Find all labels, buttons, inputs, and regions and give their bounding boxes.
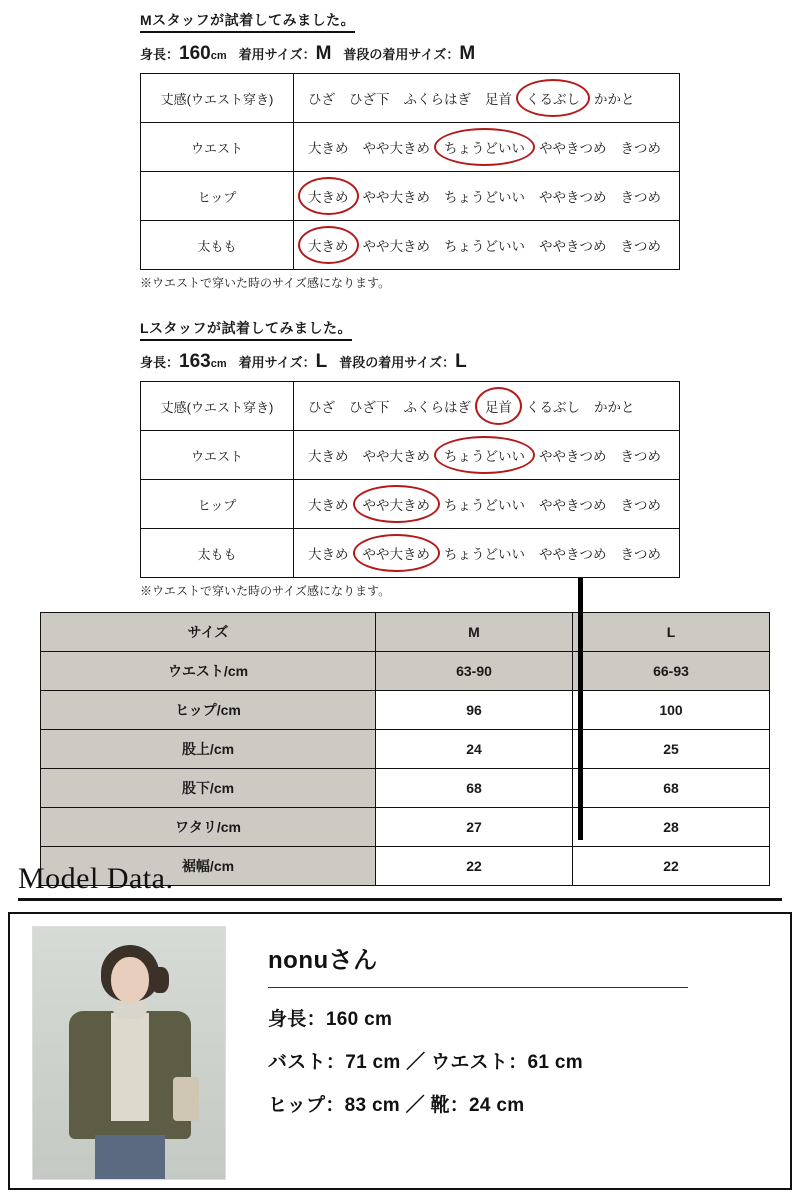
size-row-value-l: 100 <box>573 691 770 730</box>
usual-size-value: L <box>455 351 467 372</box>
worn-size-label: 着用サイズ： <box>238 355 316 370</box>
fit-option[interactable]: ちょうどいい <box>444 239 525 254</box>
column-divider-bar <box>578 578 583 840</box>
fit-option[interactable]: ひざ <box>308 400 335 415</box>
table-row <box>141 221 680 270</box>
staff-fitting-block-m <box>140 10 680 291</box>
height-unit: cm <box>210 358 227 370</box>
fit-option-selected[interactable]: 大きめ <box>308 235 349 255</box>
model-data-heading-text: Model Data. <box>18 862 174 895</box>
photo-hair-tie <box>151 967 169 993</box>
worn-size-value: L <box>315 351 328 372</box>
photo-jeans <box>95 1135 165 1180</box>
fit-option[interactable]: やや大きめ <box>362 239 430 254</box>
model-bust-waist: バスト：71 cm ／ ウエスト：61 cm <box>268 1052 583 1073</box>
fit-row-label: ウエスト <box>141 123 294 172</box>
table-header-row <box>41 613 770 652</box>
fit-option[interactable]: やや大きめ <box>362 141 430 156</box>
size-chart-header-l: L <box>573 613 770 652</box>
fit-row-label: ヒップ <box>141 172 294 221</box>
photo-face <box>111 957 149 1003</box>
table-row <box>41 691 770 730</box>
fit-row-options <box>294 172 680 221</box>
fit-option[interactable]: きつめ <box>620 141 661 156</box>
fit-option[interactable]: ややきつめ <box>539 190 607 205</box>
staff-block-title: Lスタッフが試着してみました。 <box>140 318 352 341</box>
table-row <box>141 123 680 172</box>
size-row-value-l: 66-93 <box>573 652 770 691</box>
usual-size-label: 普段の着用サイズ： <box>343 47 460 62</box>
fit-option[interactable]: 大きめ <box>308 498 349 513</box>
photo-bag <box>173 1077 199 1121</box>
fit-row-options <box>294 382 680 431</box>
table-row <box>141 480 680 529</box>
fit-option[interactable]: ややきつめ <box>539 547 607 562</box>
fit-option[interactable]: ひざ下 <box>349 92 390 107</box>
size-chart <box>40 612 760 886</box>
size-row-label: 裾幅/cm <box>41 847 376 886</box>
size-row-value-m: 24 <box>376 730 573 769</box>
fit-option[interactable]: ややきつめ <box>539 498 607 513</box>
fit-option-selected[interactable]: ちょうどいい <box>444 445 525 465</box>
model-hip-shoe: ヒップ：83 cm ／ 靴：24 cm <box>268 1095 525 1116</box>
fit-option-selected[interactable]: ちょうどいい <box>444 137 525 157</box>
fit-option[interactable]: ふくらはぎ <box>403 400 471 415</box>
height-value: 160 <box>179 43 211 64</box>
fit-row-label: 太もも <box>141 529 294 578</box>
fit-row-options <box>294 480 680 529</box>
fit-option[interactable]: やや大きめ <box>362 190 430 205</box>
fit-option[interactable]: ややきつめ <box>539 239 607 254</box>
table-row <box>141 382 680 431</box>
table-row <box>141 431 680 480</box>
fit-row-label: ウエスト <box>141 431 294 480</box>
fit-option[interactable]: 足首 <box>485 92 512 107</box>
fit-option[interactable]: かかと <box>594 92 635 107</box>
photo-inner-top <box>111 1013 149 1121</box>
table-row <box>41 808 770 847</box>
size-row-value-l: 28 <box>573 808 770 847</box>
fit-table-note: ※ウエストで穿いた時のサイズ感になります。 <box>140 584 391 598</box>
fit-row-label: 丈感(ウエスト穿き) <box>141 382 294 431</box>
model-name: nonuさん <box>268 947 378 974</box>
fit-option[interactable]: やや大きめ <box>362 449 430 464</box>
fit-option[interactable]: 大きめ <box>308 449 349 464</box>
fit-option[interactable]: 大きめ <box>308 141 349 156</box>
fit-option[interactable]: ちょうどいい <box>444 498 525 513</box>
fit-option[interactable]: ややきつめ <box>539 449 607 464</box>
size-row-value-m: 96 <box>376 691 573 730</box>
fit-option[interactable]: ふくらはぎ <box>403 92 471 107</box>
fit-option-selected[interactable]: くるぶし <box>526 88 580 108</box>
fit-option[interactable]: 大きめ <box>308 547 349 562</box>
table-row <box>41 730 770 769</box>
size-chart-header-m: M <box>376 613 573 652</box>
model-data-heading <box>18 862 782 901</box>
size-row-label: ウエスト/cm <box>41 652 376 691</box>
size-row-value-l: 68 <box>573 769 770 808</box>
model-height: 身長：160 cm <box>268 1009 393 1030</box>
size-chart-header-label: サイズ <box>41 613 376 652</box>
fit-row-label: 丈感(ウエスト穿き) <box>141 74 294 123</box>
size-row-label: ヒップ/cm <box>41 691 376 730</box>
fit-option[interactable]: ひざ <box>308 92 335 107</box>
height-label: 身長： <box>140 47 180 62</box>
fit-option-selected[interactable]: やや大きめ <box>363 543 431 563</box>
fit-option[interactable]: ややきつめ <box>539 141 607 156</box>
size-row-label: ワタリ/cm <box>41 808 376 847</box>
size-row-value-l: 25 <box>573 730 770 769</box>
fit-row-options <box>294 431 680 480</box>
fit-option[interactable]: きつめ <box>620 239 661 254</box>
fit-option-selected[interactable]: やや大きめ <box>363 494 431 514</box>
model-photo <box>32 926 226 1180</box>
size-measurement-table <box>40 612 770 886</box>
fit-row-options <box>294 74 680 123</box>
model-info <box>268 940 738 1133</box>
fit-option[interactable]: かかと <box>594 400 635 415</box>
usual-size-value: M <box>459 43 476 64</box>
fit-row-options <box>294 529 680 578</box>
height-label: 身長： <box>140 355 180 370</box>
staff-measurements <box>140 351 680 373</box>
size-row-value-m: 63-90 <box>376 652 573 691</box>
usual-size-label: 普段の着用サイズ： <box>339 355 456 370</box>
size-row-label: 股上/cm <box>41 730 376 769</box>
model-data-card <box>8 912 792 1190</box>
fit-row-label: ヒップ <box>141 480 294 529</box>
height-unit: cm <box>210 50 227 62</box>
size-row-label: 股下/cm <box>41 769 376 808</box>
fit-option[interactable]: きつめ <box>620 449 661 464</box>
size-row-value-m: 22 <box>376 847 573 886</box>
fit-option-selected[interactable]: 大きめ <box>308 186 349 206</box>
fit-option[interactable]: ちょうどいい <box>444 190 525 205</box>
fit-row-options <box>294 123 680 172</box>
table-row <box>141 172 680 221</box>
size-row-value-m: 68 <box>376 769 573 808</box>
fit-table <box>140 73 680 270</box>
fit-option[interactable]: きつめ <box>620 498 661 513</box>
table-row <box>41 769 770 808</box>
worn-size-value: M <box>315 43 332 64</box>
staff-block-title: Mスタッフが試着してみました。 <box>140 10 355 33</box>
staff-measurements <box>140 43 680 65</box>
fit-option-selected[interactable]: 足首 <box>485 396 512 416</box>
table-row <box>141 529 680 578</box>
worn-size-label: 着用サイズ： <box>238 47 316 62</box>
fit-row-options <box>294 221 680 270</box>
fit-option[interactable]: くるぶし <box>526 400 580 415</box>
fit-option[interactable]: きつめ <box>620 190 661 205</box>
fit-option[interactable]: ひざ下 <box>349 400 390 415</box>
size-row-value-m: 27 <box>376 808 573 847</box>
fit-table <box>140 381 680 578</box>
fit-option[interactable]: きつめ <box>620 547 661 562</box>
fit-row-label: 太もも <box>141 221 294 270</box>
table-row <box>41 652 770 691</box>
fit-table-note: ※ウエストで穿いた時のサイズ感になります。 <box>140 276 391 290</box>
staff-fitting-block-l <box>140 318 680 599</box>
divider <box>268 987 688 988</box>
size-row-value-l: 22 <box>573 847 770 886</box>
table-row <box>141 74 680 123</box>
fit-option[interactable]: ちょうどいい <box>444 547 525 562</box>
height-value: 163 <box>179 351 211 372</box>
